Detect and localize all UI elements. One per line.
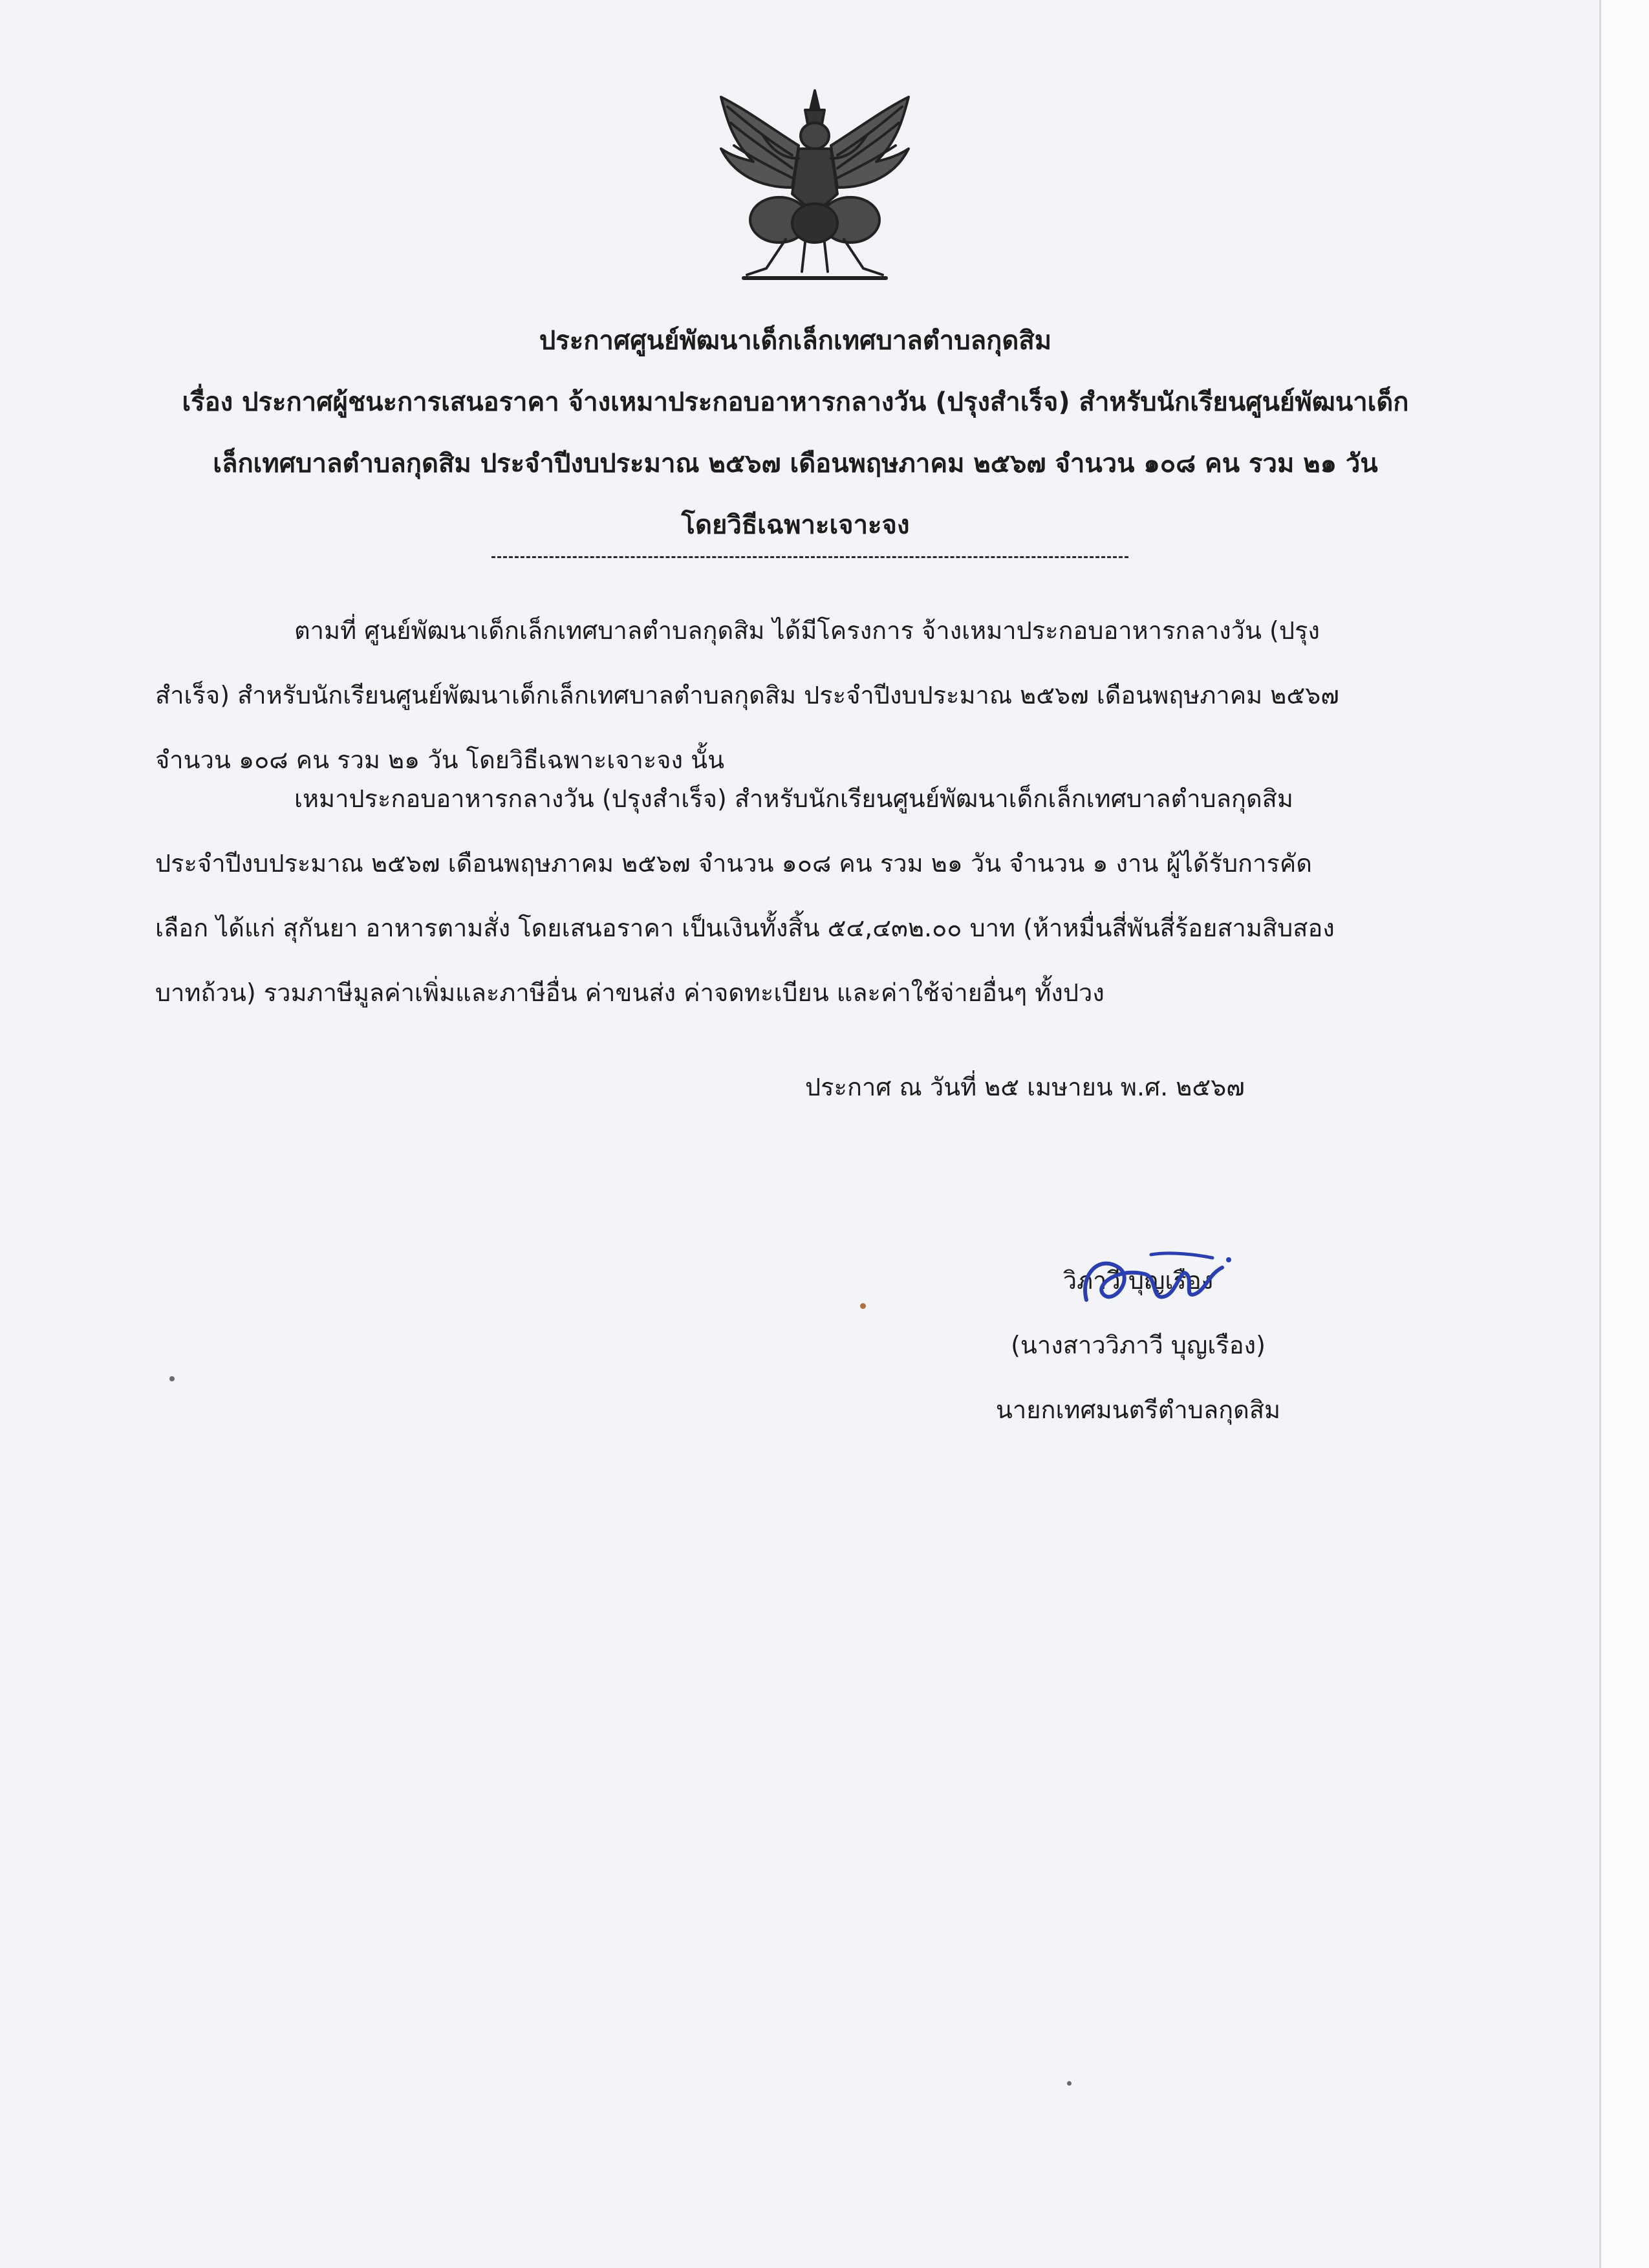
paper-speck	[1067, 2081, 1072, 2086]
page-edge	[1599, 0, 1649, 2268]
paragraph-line: ตามที่ ศูนย์พัฒนาเด็กเล็กเทศบาลตำบลกุดสิม ได้มีโครงการ จ้างเหมาประกอบอาหารกลางวัน (ปรุง	[294, 616, 1320, 645]
signatory-position: นายกเทศมนตรีตำบลกุดสิม	[995, 1396, 1281, 1424]
paragraph-line: สำเร็จ) สำหรับนักเรียนศูนย์พัฒนาเด็กเล็กเทศบาลตำบลกุดสิม ประจำปีงบประมาณ ๒๕๖๗ เดือนพฤษภาคม ๒๕๖๗	[155, 681, 1339, 709]
paragraph-line: บาทถ้วน) รวมภาษีมูลค่าเพิ่มและภาษีอื่น ค่าขนส่ง ค่าจดทะเบียน และค่าใช้จ่ายอื่นๆ ทั้งปวง	[155, 978, 1105, 1007]
paragraph-line: จำนวน ๑๐๘ คน รวม ๒๑ วัน โดยวิธีเฉพาะเจาะจง นั้น	[155, 746, 725, 774]
paper-speck	[860, 1303, 866, 1309]
announcement-title: ประกาศศูนย์พัฒนาเด็กเล็กเทศบาลตำบลกุดสิม	[539, 326, 1052, 356]
paper-speck	[169, 1376, 175, 1381]
signatory-full-name: (นางสาววิภาวี บุญเรือง)	[1011, 1331, 1266, 1359]
paragraph-line: เลือก ได้แก่ สุกันยา อาหารตามสั่ง โดยเสนอราคา เป็นเงินทั้งสิ้น ๕๔,๔๓๒.๐๐ บาท (ห้าหมื่นสี่พันสี่ร้อยสามสิบสอง	[155, 914, 1335, 942]
subject-line-2: เล็กเทศบาลตำบลกุดสิม ประจำปีงบประมาณ ๒๕๖๗ เดือนพฤษภาคม ๒๕๖๗ จำนวน ๑๐๘ คน รวม ๒๑ วัน	[213, 449, 1378, 479]
signatory-typed-name: วิภาวี บุญเรือง	[1062, 1266, 1214, 1295]
subject-line-1: เรื่อง ประกาศผู้ชนะการเสนอราคา จ้างเหมาประกอบอาหารกลางวัน (ปรุงสำเร็จ) สำหรับนักเรียนศูนย์พัฒนาเด็ก	[182, 387, 1409, 417]
subject-line-3: โดยวิธีเฉพาะเจาะจง	[681, 510, 910, 540]
dashed-separator	[491, 556, 1128, 558]
paragraph-line: เหมาประกอบอาหารกลางวัน (ปรุงสำเร็จ) สำหรับนักเรียนศูนย์พัฒนาเด็กเล็กเทศบาลตำบลกุดสิม	[294, 784, 1293, 813]
announcement-date: ประกาศ ณ วันที่ ๒๕ เมษายน พ.ศ. ๒๕๖๗	[805, 1073, 1245, 1101]
body-paragraph-2	[155, 766, 1455, 1025]
announcement-title-block	[129, 310, 1461, 556]
handwritten-signature-icon	[1073, 1229, 1235, 1326]
paragraph-line: ประจำปีงบประมาณ ๒๕๖๗ เดือนพฤษภาคม ๒๕๖๗ จำนวน ๑๐๘ คน รวม ๒๑ วัน จำนวน ๑ งาน ผู้ได้รับการคัด	[155, 849, 1312, 878]
garuda-emblem-icon	[708, 84, 921, 291]
body-paragraph-1	[155, 598, 1455, 792]
